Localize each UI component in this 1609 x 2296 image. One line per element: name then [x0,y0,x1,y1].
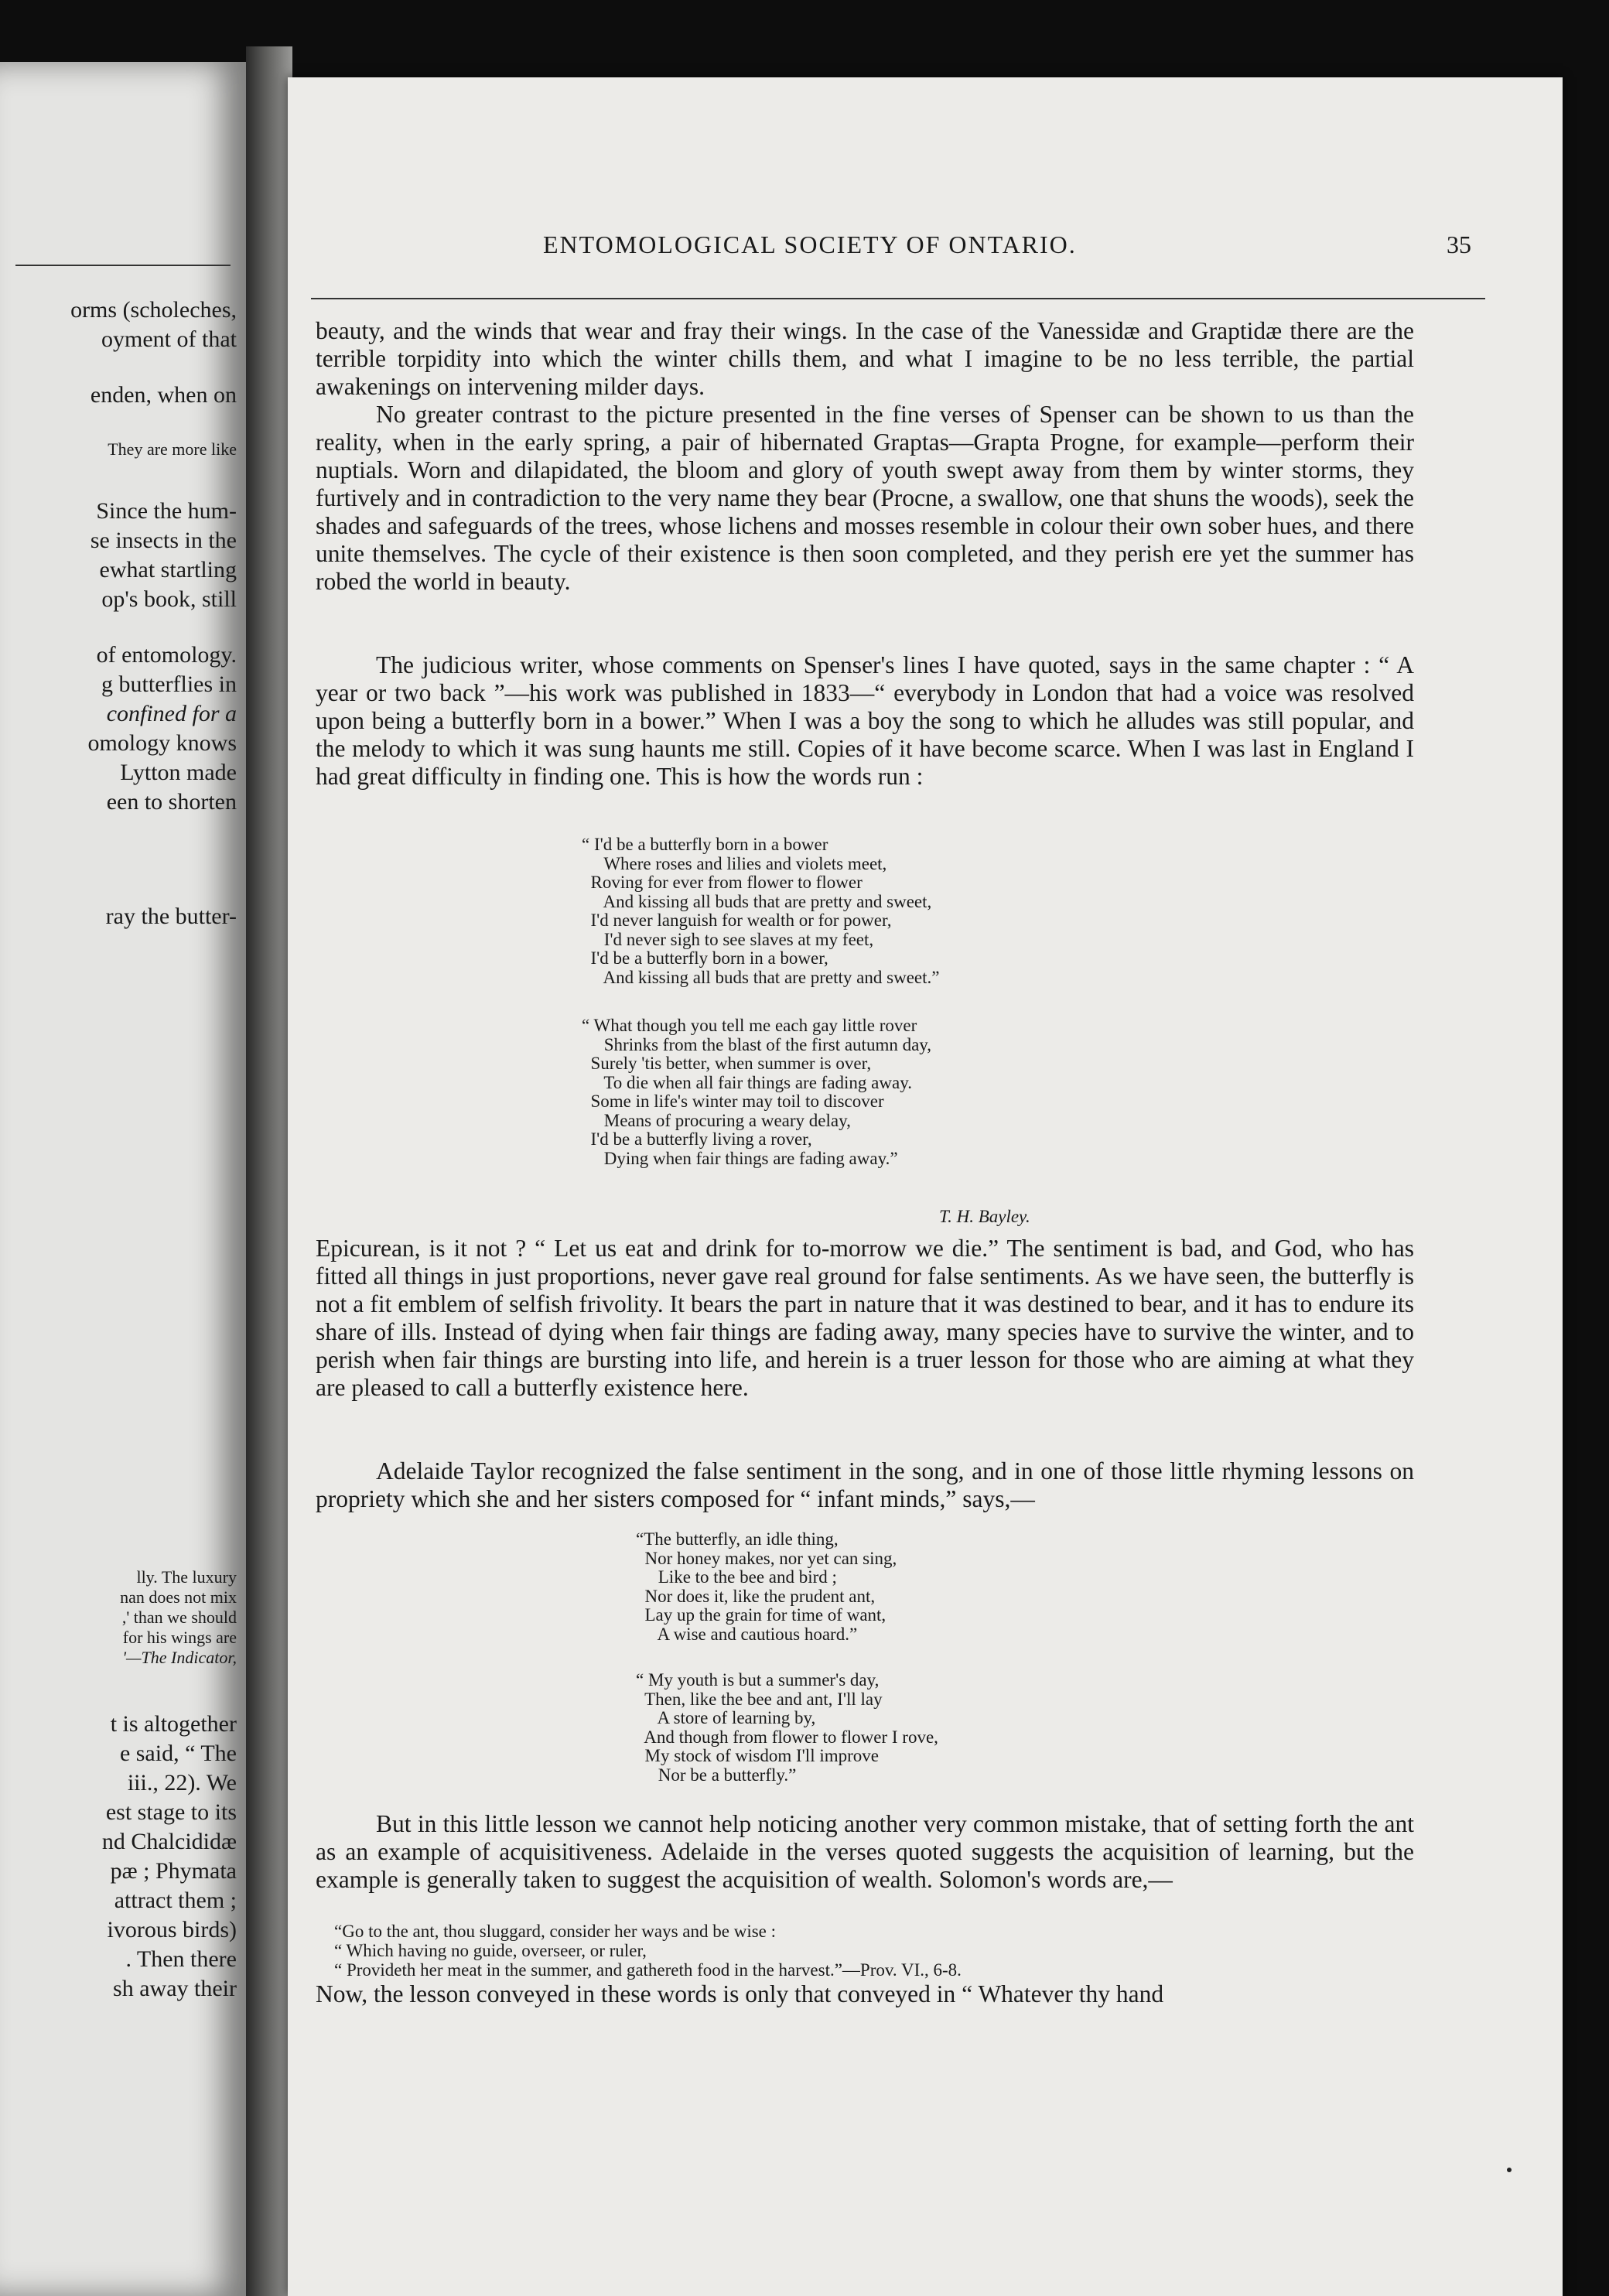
poem-stanza: “ What though you tell me each gay little rover Shrinks from the blast of the first autumn day, Surely 'tis better, when summer is over, To die when all fair things are fading away. Some in life's winter may toil to discover Means of procuring a weary delay, I'd be a butterfly living a rover, Dying when fair things are fading away.” [582,1016,932,1168]
paragraph: Epicurean, is it not ? “ Let us eat and drink for to-morrow we die.” The sentiment is bad, and God, who has fitted all things in just proportions, never gave real ground for false sentiments. As we have seen, the butterfly is not a fit emblem of selfish frivolity. It bears the part in nature that it was destined to bear, and it has to endure its share of ills. Instead of dying when fair things are fading away, many species have to survive the winter, and to perish when fair things are bursting into life, and herein is a truer lesson for those who are aiming at what they are pleased to call a butterfly existence here. [316,1235,1414,1401]
left-page-line: ray the butter- [105,904,237,929]
left-page-line: est stage to its [105,1799,237,1825]
poem-attribution: T. H. Bayley. [939,1207,1030,1226]
left-page-line: sh away their [113,1976,237,2001]
paragraph: Adelaide Taylor recognized the false sentiment in the song, and in one of those little rhyming lessons on propriety which she and her sisters composed for “ infant minds,” says,— [316,1457,1414,1512]
paragraph: beauty, and the winds that wear and fray their wings. In the case of the Vanessidæ and Graptidæ there are the terrible torpidity into which the winter chills them, and what I imagine to be no less terrible, the partial awakenings on intervening milder days. [316,317,1414,400]
left-page-line: iii., 22). We [127,1770,237,1795]
left-page-line: of entomology. [96,642,237,668]
left-page-line: g butterflies in [101,671,237,697]
left-page-line: for his wings are [122,1628,237,1647]
header-rule [311,298,1485,299]
left-page-line: nd Chalcididæ [101,1829,237,1854]
paragraph: The judicious writer, whose comments on Spenser's lines I have quoted, says in the same chapter : “ A year or two back ”—his work was published in 1833—“ everybody in London that had a voice was resolved upon being a butterfly born in a bower.” When I was a boy the song to which he alludes was still popular, and the melody to which it was sung haunts me still. Copies of it have become scarce. When I was last in England I had great difficulty in finding one. This is how the words run : [316,651,1414,790]
page-number: 35 [1447,231,1471,258]
left-page-line: attract them ; [114,1888,237,1913]
left-page-line: orms (scholeches, [70,297,237,323]
left-page-line: . Then there [125,1946,237,1972]
right-page [288,77,1563,2296]
left-page-line: Lytton made [120,760,237,785]
poem-stanza: “The butterfly, an idle thing, Nor honey makes, nor yet can sing, Like to the bee and bird ; Nor does it, like the prudent ant, Lay up the grain for time of want, A wise and cautious hoard.” [636,1529,897,1644]
left-facing-page [0,62,246,2296]
poem-stanza: “ I'd be a butterfly born in a bower Where roses and lilies and violets meet, Roving for ever from flower to flower And kissing all buds that are pretty and sweet, I'd never languish for wealth or for power, I'd never sigh to see slaves at my feet, I'd be a butterfly born in a bower, And kissing all buds that are pretty and sweet.” [582,835,940,987]
left-page-line: se insects in the [90,528,237,553]
left-page-line: ,' than we should [121,1608,237,1627]
left-page-line: op's book, still [101,586,237,612]
left-page-line: enden, when on [90,382,237,408]
page-header [288,231,1563,261]
left-page-rule [15,265,231,266]
proverb-quotation: “Go to the ant, thou sluggard, consider her ways and be wise : “ Which having no guide, overseer, or ruler, “ Provideth her meat in the summer, and gathereth food in the harvest.”—Prov. VI., 6-8. [334,1922,962,1980]
ink-speck [1507,2168,1512,2172]
left-page-line: pæ ; Phymata [110,1858,237,1884]
left-page-line: confined for a [106,701,237,726]
left-page-line: nan does not mix [120,1587,237,1607]
paragraph: No greater contrast to the picture presented in the fine verses of Spenser can be shown to us than the reality, when in the early spring, a pair of hibernated Graptas—Grapta Progne, for example—perform their nuptials. Worn and dilapidated, the bloom and glory of youth swept away from them by winter storms, they furtively and in contradiction to the very name they bear (Procne, a swallow, one that shuns the woods), seek the shades and safeguards of the trees, whose lichens and mosses resemble in colour their own sober hues, and there unite themselves. The cycle of their existence is then soon completed, and they perish ere yet the summer has robed the world in beauty. [316,401,1414,595]
left-page-line: een to shorten [106,789,237,815]
left-page-line: They are more like [108,439,237,459]
left-page-line: lly. The luxury [136,1567,237,1587]
book-gutter [246,46,292,2296]
left-page-line: omology knows [87,730,237,756]
left-page-line: Since the hum- [96,498,237,524]
left-page-line: t is altogether [110,1711,237,1737]
left-page-line: ivorous birds) [107,1917,237,1942]
left-page-line: e said, “ The [119,1741,237,1766]
left-page-line: '—The Indicator, [122,1648,237,1667]
paragraph: Now, the lesson conveyed in these words is only that conveyed in “ Whatever thy hand [316,1980,1164,2007]
running-head: ENTOMOLOGICAL SOCIETY OF ONTARIO. [543,231,1077,258]
poem-stanza: “ My youth is but a summer's day, Then, like the bee and ant, I'll lay A store of learning by, And though from flower to flower I rove, My stock of wisdom I'll improve Nor be a butterfly.” [636,1670,938,1785]
paragraph: But in this little lesson we cannot help noticing another very common mistake, that of setting forth the ant as an example of acquisitiveness. Adelaide in the verses quoted suggests the acquisition of learning, but the example is generally taken to suggest the acquisition of wealth. Solomon's words are,— [316,1810,1414,1893]
left-page-line: oyment of that [101,326,237,352]
left-page-line: ewhat startling [99,557,237,583]
